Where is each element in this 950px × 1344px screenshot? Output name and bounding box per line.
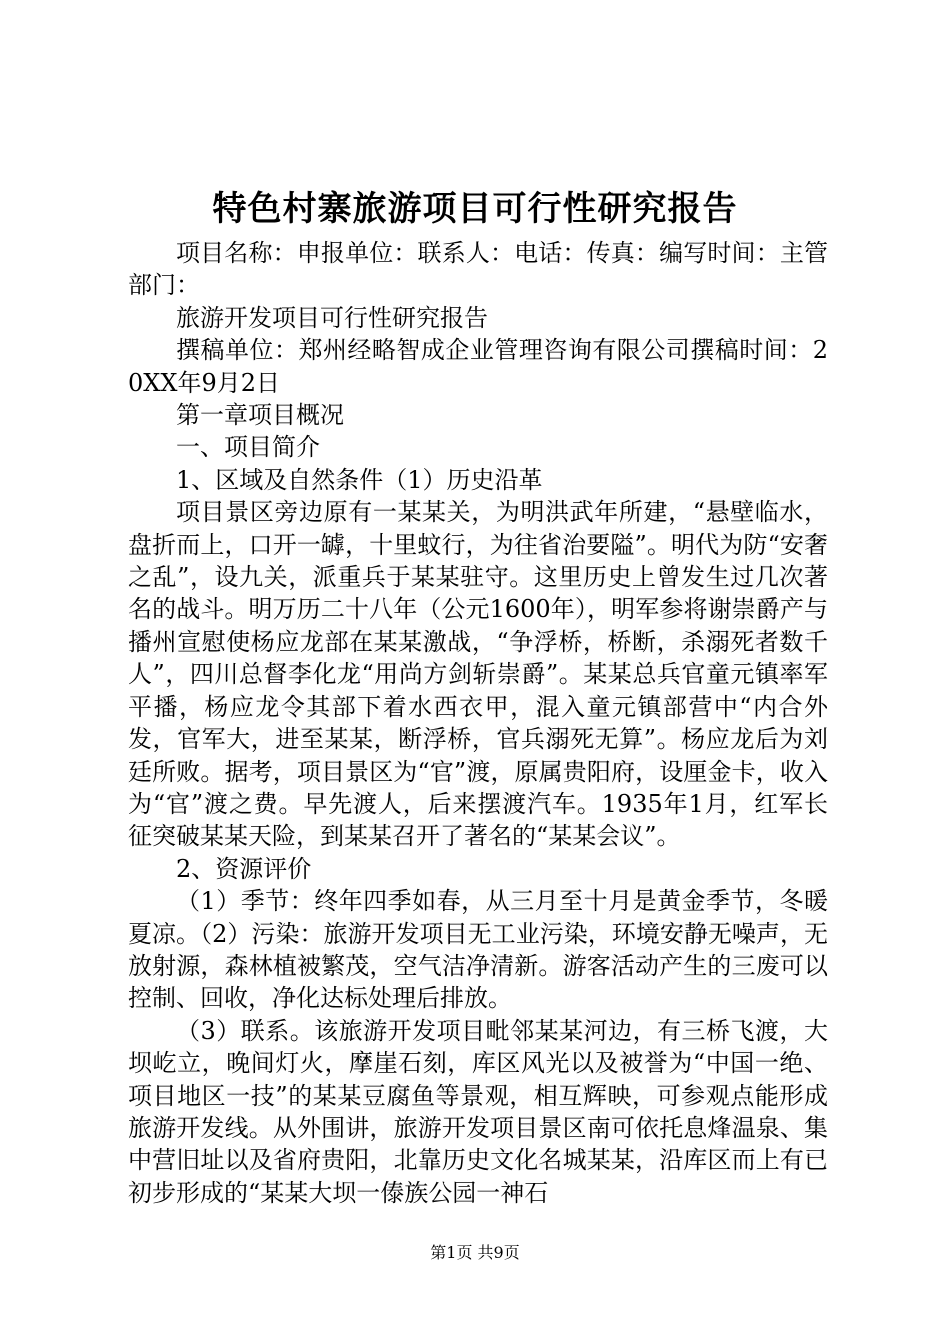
paragraph-connections: （3）联系。该旅游开发项目毗邻某某河边，有三桥飞渡，大坝屹立，晚间灯火，摩崖石刻，库区风光以及被誉为“中国一绝、项目地区一技”的某某豆腐鱼等景观，相互辉映，可参观点能形成旅游开发线。从外围讲，旅游开发项目景区南可依托息烽温泉、集中营旧址以及省府贵阳，北靠历史文化名城某某，沿库区而上有已初步形成的“某某大坝一傣族公园一神石 (128, 1016, 828, 1207)
subsection-heading: 1、区域及自然条件（1）历史沿革 (176, 465, 543, 494)
document-title: 特色村寨旅游项目可行性研究报告 (212, 189, 738, 229)
section-heading: 一、项目简介 (176, 433, 320, 462)
paragraph-project-info: 项目名称：申报单位：联系人：电话：传真：编写时间：主管部门： (128, 239, 828, 300)
paragraph-report-name: 旅游开发项目可行性研究报告 (176, 303, 488, 332)
chapter-heading: 第一章项目概况 (176, 401, 344, 430)
paragraph-history: 项目景区旁边原有一某某关，为明洪武年所建，“悬壁临水，盘折而上，口开一罅，十里蚊行，为往省治要隘”。明代为防“安奢之乱”，设九关，派重兵于某某驻守。这里历史上曾发生过几次著名的战斗。明万历二十八年（公元1600年），明军参将谢崇爵产与播州宣慰使杨应龙部在某某激战，“争浮桥，桥断，杀溺死者数千人”，四川总督李化龙“用尚方剑斩崇爵”。某某总兵官童元镇率军平播，杨应龙令其部下着水西衣甲，混入童元镇部营中“内合外发，官军大，进至某某，断浮桥，官兵溺死无算”。杨应龙后为刘廷所败。据考，项目景区为“官”渡，原属贵阳府，设厘金卡，收入为“官”渡之费。早先渡人，后来摆渡汽车。1935年1月，红军长征突破某某天险，到某某召开了著名的“某某会议”。 (128, 498, 828, 851)
document-body (128, 237, 828, 1209)
paragraph-season-pollution: （1）季节：终年四季如春，从三月至十月是黄金季节，冬暖夏凉。（2）污染：旅游开发项目无工业污染，环境安静无噪声，无放射源，森林植被繁茂，空气洁净清新。游客活动产生的三废可以控制、回收，净化达标处理后排放。 (128, 887, 828, 1013)
subsection-heading-resources: 2、资源评价 (176, 854, 312, 883)
paragraph-author-unit: 撰稿单位：郑州经略智成企业管理咨询有限公司撰稿时间：20XX年9月2日 (128, 336, 828, 397)
page-footer: 第1页 共9页 (430, 1243, 520, 1262)
